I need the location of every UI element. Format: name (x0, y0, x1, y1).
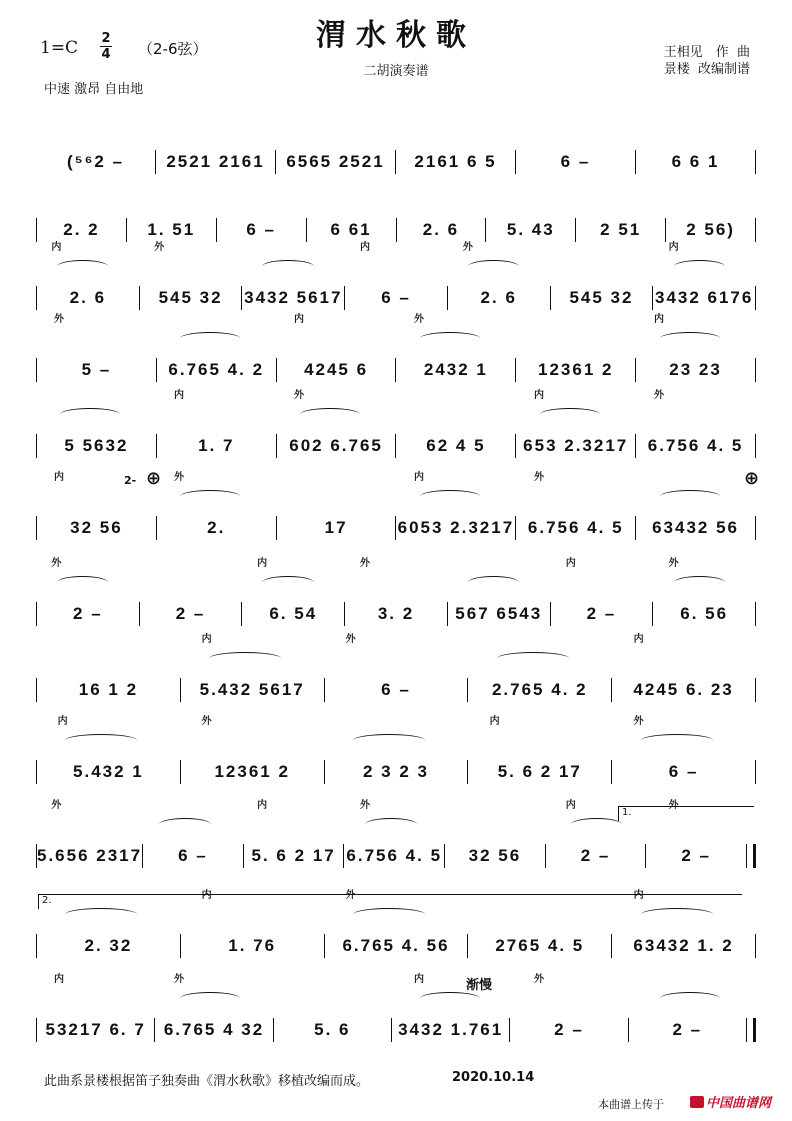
measure: 6 – (560, 152, 591, 171)
score-row (36, 960, 756, 1044)
bowing-marks (36, 98, 756, 138)
measure: 3. 2 (377, 604, 415, 623)
slur-mark (641, 734, 713, 747)
slur-mark (65, 908, 137, 921)
bowing-marks (36, 382, 756, 422)
fingering-mark: 外 (294, 390, 304, 401)
measure: 12361 2 (214, 762, 290, 781)
measure: 2. 6 (422, 220, 460, 239)
measure: 602 6.765 (289, 436, 383, 455)
fingering-mark: 外 (154, 242, 165, 253)
slur-mark (209, 652, 281, 665)
fingering-mark: 外 (174, 472, 184, 483)
measure: 5. 6 2 17 (251, 846, 336, 865)
coda-label: 2- (124, 474, 137, 487)
measure: 6 – (668, 762, 699, 781)
note-line (36, 842, 756, 870)
coda-icon: ⊕ (146, 468, 162, 489)
note-line (36, 514, 756, 542)
measure: 5 – (81, 360, 112, 379)
measure: 5 5632 (64, 436, 129, 455)
measure: 567 6543 (455, 604, 543, 623)
measure: 32 56 (468, 846, 522, 865)
tempo-slowing: 渐慢 (466, 978, 493, 993)
measure: 2. 2 (63, 220, 100, 239)
measure: 6. 56 (680, 604, 729, 623)
measure: (⁵⁶2 – (66, 152, 125, 171)
fingering-mark: 内 (633, 890, 644, 901)
measure: 6053 2.3217 (397, 518, 515, 537)
time-bottom: 4 (101, 47, 111, 62)
bowing-marks (36, 626, 756, 666)
fingering-mark: 内 (414, 974, 424, 985)
measure: 2. 6 (69, 288, 107, 307)
fingering-mark: 内 (633, 634, 644, 645)
slur-mark (57, 576, 108, 589)
score-subtitle: 二胡演奏谱 (363, 64, 429, 79)
slur-mark (420, 332, 480, 345)
measure: 2 3 2 3 (362, 762, 429, 781)
fingering-mark: 内 (565, 800, 576, 811)
fingering-mark: 外 (345, 890, 356, 901)
arranger-credit: 景楼 改编制谱 (663, 62, 750, 77)
slur-mark (353, 908, 425, 921)
measure: 6.756 4. 5 (527, 518, 624, 537)
slur-mark (262, 576, 313, 589)
measure: 1. 76 (228, 936, 277, 955)
fingering-mark: 外 (345, 634, 356, 645)
fingering-mark: 内 (54, 472, 64, 483)
fingering-mark: 内 (201, 634, 212, 645)
measure: 6 61 (330, 220, 372, 239)
fingering-mark: 外 (54, 314, 64, 325)
fingering-mark: 外 (668, 800, 679, 811)
measure: 2.765 4. 2 (491, 680, 588, 699)
fingering-mark: 外 (462, 242, 473, 253)
measure: 1. 51 (147, 220, 196, 239)
measure: 1. 7 (198, 436, 235, 455)
measure: 32 56 (70, 518, 123, 537)
slur-mark (660, 992, 720, 1005)
barline (755, 934, 756, 958)
slur-mark (660, 332, 720, 345)
measure: 63432 56 (652, 518, 739, 537)
measure: 2765 4. 5 (495, 936, 585, 955)
measure: 2 – (175, 604, 206, 623)
note-line (36, 758, 756, 786)
footer-date: 2020.10.14 (452, 1070, 535, 1085)
measure: 6. 54 (269, 604, 318, 623)
barline (755, 760, 756, 784)
measure: 2 56) (686, 220, 735, 239)
measure: 4245 6. 23 (633, 680, 734, 699)
bowing-marks (36, 550, 756, 590)
slur-mark (674, 260, 725, 273)
string-setting: （2-6弦） (138, 40, 208, 58)
credits (664, 44, 750, 78)
measure: 2 – (554, 1020, 584, 1039)
measure: 6 – (178, 846, 208, 865)
measure: 2521 2161 (166, 152, 265, 171)
slur-mark (468, 260, 519, 273)
fingering-mark: 内 (201, 890, 212, 901)
slur-mark (300, 408, 360, 421)
fingering-mark: 内 (257, 800, 268, 811)
measure: 2 51 (600, 220, 642, 239)
fingering-mark: 内 (654, 314, 664, 325)
site-logo[interactable] (690, 1092, 771, 1111)
slur-mark (420, 992, 480, 1005)
note-line (36, 432, 756, 460)
logo-icon (690, 1096, 704, 1108)
measure: 2 – (580, 846, 611, 865)
key-signature: 1=C (40, 38, 79, 58)
note-line (36, 1016, 756, 1044)
barline (746, 1018, 756, 1042)
measure: 17 (324, 518, 348, 537)
note-line (36, 676, 756, 704)
measure: 62 4 5 (426, 436, 486, 455)
measure: 6.756 4. 5 (346, 846, 443, 865)
fingering-mark: 外 (633, 716, 644, 727)
measure: 3432 1.761 (398, 1020, 504, 1039)
tempo-marking: 中速 激昂 自由地 (44, 82, 144, 97)
measure: 6 – (381, 680, 411, 699)
measure: 5. 6 (314, 1020, 351, 1039)
fingering-mark: 内 (489, 716, 500, 727)
measure: 2 – (73, 604, 103, 623)
measure: 5. 43 (506, 220, 555, 239)
composer-credit: 王相见 作 曲 (663, 45, 750, 60)
measure: 6.765 4 32 (163, 1020, 265, 1039)
fingering-mark: 外 (51, 558, 62, 569)
slur-mark (420, 490, 480, 503)
score-row (36, 544, 756, 628)
slur-mark (180, 992, 240, 1005)
slur-mark (180, 490, 240, 503)
barline (755, 678, 756, 702)
bowing-marks (36, 966, 756, 1006)
fingering-mark: 外 (174, 974, 184, 985)
measure: 653 2.3217 (523, 436, 629, 455)
bowing-marks (36, 234, 756, 274)
measure: 6 – (381, 288, 411, 307)
measure: 23 23 (669, 360, 722, 379)
bowing-marks (36, 708, 756, 748)
measure: 545 32 (569, 288, 634, 307)
score-row (36, 376, 756, 460)
measure: 5.432 5617 (199, 680, 305, 699)
measure: 6 – (246, 220, 276, 239)
fingering-mark: 内 (294, 314, 304, 325)
fingering-mark: 内 (57, 716, 68, 727)
fingering-mark: 内 (414, 472, 424, 483)
slur-mark (159, 818, 210, 831)
measure: 3432 6176 (654, 288, 754, 307)
fingering-mark: 外 (534, 974, 544, 985)
slur-mark (660, 490, 720, 503)
measure: 63432 1. 2 (633, 936, 734, 955)
measure: 6565 2521 (286, 152, 385, 171)
slur-mark (468, 576, 519, 589)
measure: 2 – (681, 846, 712, 865)
measure: 2. 6 (480, 288, 517, 307)
barline (755, 434, 756, 458)
measure: 6.756 4. 5 (647, 436, 744, 455)
slur-mark (571, 818, 622, 831)
fingering-mark: 内 (534, 390, 544, 401)
slur-mark (262, 260, 313, 273)
fingering-mark: 外 (414, 314, 424, 325)
slur-mark (180, 332, 240, 345)
measure: 2. (207, 518, 226, 537)
barline (746, 844, 756, 868)
measure: 12361 2 (538, 360, 614, 379)
bowing-marks (36, 166, 756, 206)
volta-second: 2. (38, 894, 742, 909)
slur-mark (497, 652, 569, 665)
score-title: 渭水秋歌 (316, 18, 476, 53)
fingering-mark: 内 (668, 242, 679, 253)
bowing-marks (36, 306, 756, 346)
score-row (36, 300, 756, 384)
slur-mark (353, 734, 425, 747)
measure: 6.765 4. 56 (342, 936, 450, 955)
slur-mark (57, 260, 108, 273)
score-row (36, 458, 756, 542)
fingering-mark: 内 (565, 558, 576, 569)
fingering-mark: 内 (51, 242, 62, 253)
score-row (36, 620, 756, 704)
site-name: 中国曲谱网 (706, 1096, 772, 1111)
measure: 6.765 4. 2 (168, 360, 265, 379)
score-row (36, 702, 756, 786)
measure: 2 – (586, 604, 617, 623)
fingering-mark: 内 (257, 558, 268, 569)
measure: 2161 6 5 (414, 152, 497, 171)
measure: 5.656 2317 (37, 846, 143, 865)
slur-mark (540, 408, 600, 421)
score-row (36, 786, 756, 870)
measure: 545 32 (158, 288, 223, 307)
slur-mark (365, 818, 416, 831)
slur-mark (674, 576, 725, 589)
fingering-mark: 外 (201, 716, 212, 727)
measure: 2. 32 (84, 936, 133, 955)
slur-mark (641, 908, 713, 921)
measure: 4245 6 (304, 360, 369, 379)
coda-icon-end: ⊕ (744, 468, 760, 489)
measure: 3432 5617 (244, 288, 343, 307)
fingering-mark: 内 (174, 390, 184, 401)
fingering-mark: 外 (51, 800, 62, 811)
measure: 53217 6. 7 (45, 1020, 146, 1039)
measure: 2 – (672, 1020, 703, 1039)
measure: 5. 6 2 17 (497, 762, 582, 781)
slur-mark (60, 408, 120, 421)
fingering-mark: 外 (534, 472, 544, 483)
fingering-mark: 内 (360, 242, 370, 253)
time-top: 2 (101, 31, 111, 46)
time-signature (100, 32, 112, 61)
measure: 5.432 1 (73, 762, 144, 781)
measure: 16 1 2 (78, 680, 139, 699)
fingering-mark: 外 (668, 558, 679, 569)
footer-note: 此曲系景楼根据笛子独奏曲《渭水秋歌》移植改编而成。 (44, 1074, 370, 1089)
fingering-mark: 外 (654, 390, 664, 401)
upload-note: 本曲谱上传于 (598, 1098, 664, 1111)
barline (755, 516, 756, 540)
measure: 2432 1 (423, 360, 488, 379)
volta-first: 1. (618, 806, 754, 821)
slur-mark (65, 734, 137, 747)
note-line (36, 932, 756, 960)
fingering-mark: 外 (360, 558, 370, 569)
fingering-mark: 外 (360, 800, 370, 811)
measure: 6 6 1 (671, 152, 720, 171)
score-row (36, 876, 756, 960)
fingering-mark: 内 (54, 974, 64, 985)
bowing-marks (36, 464, 756, 504)
